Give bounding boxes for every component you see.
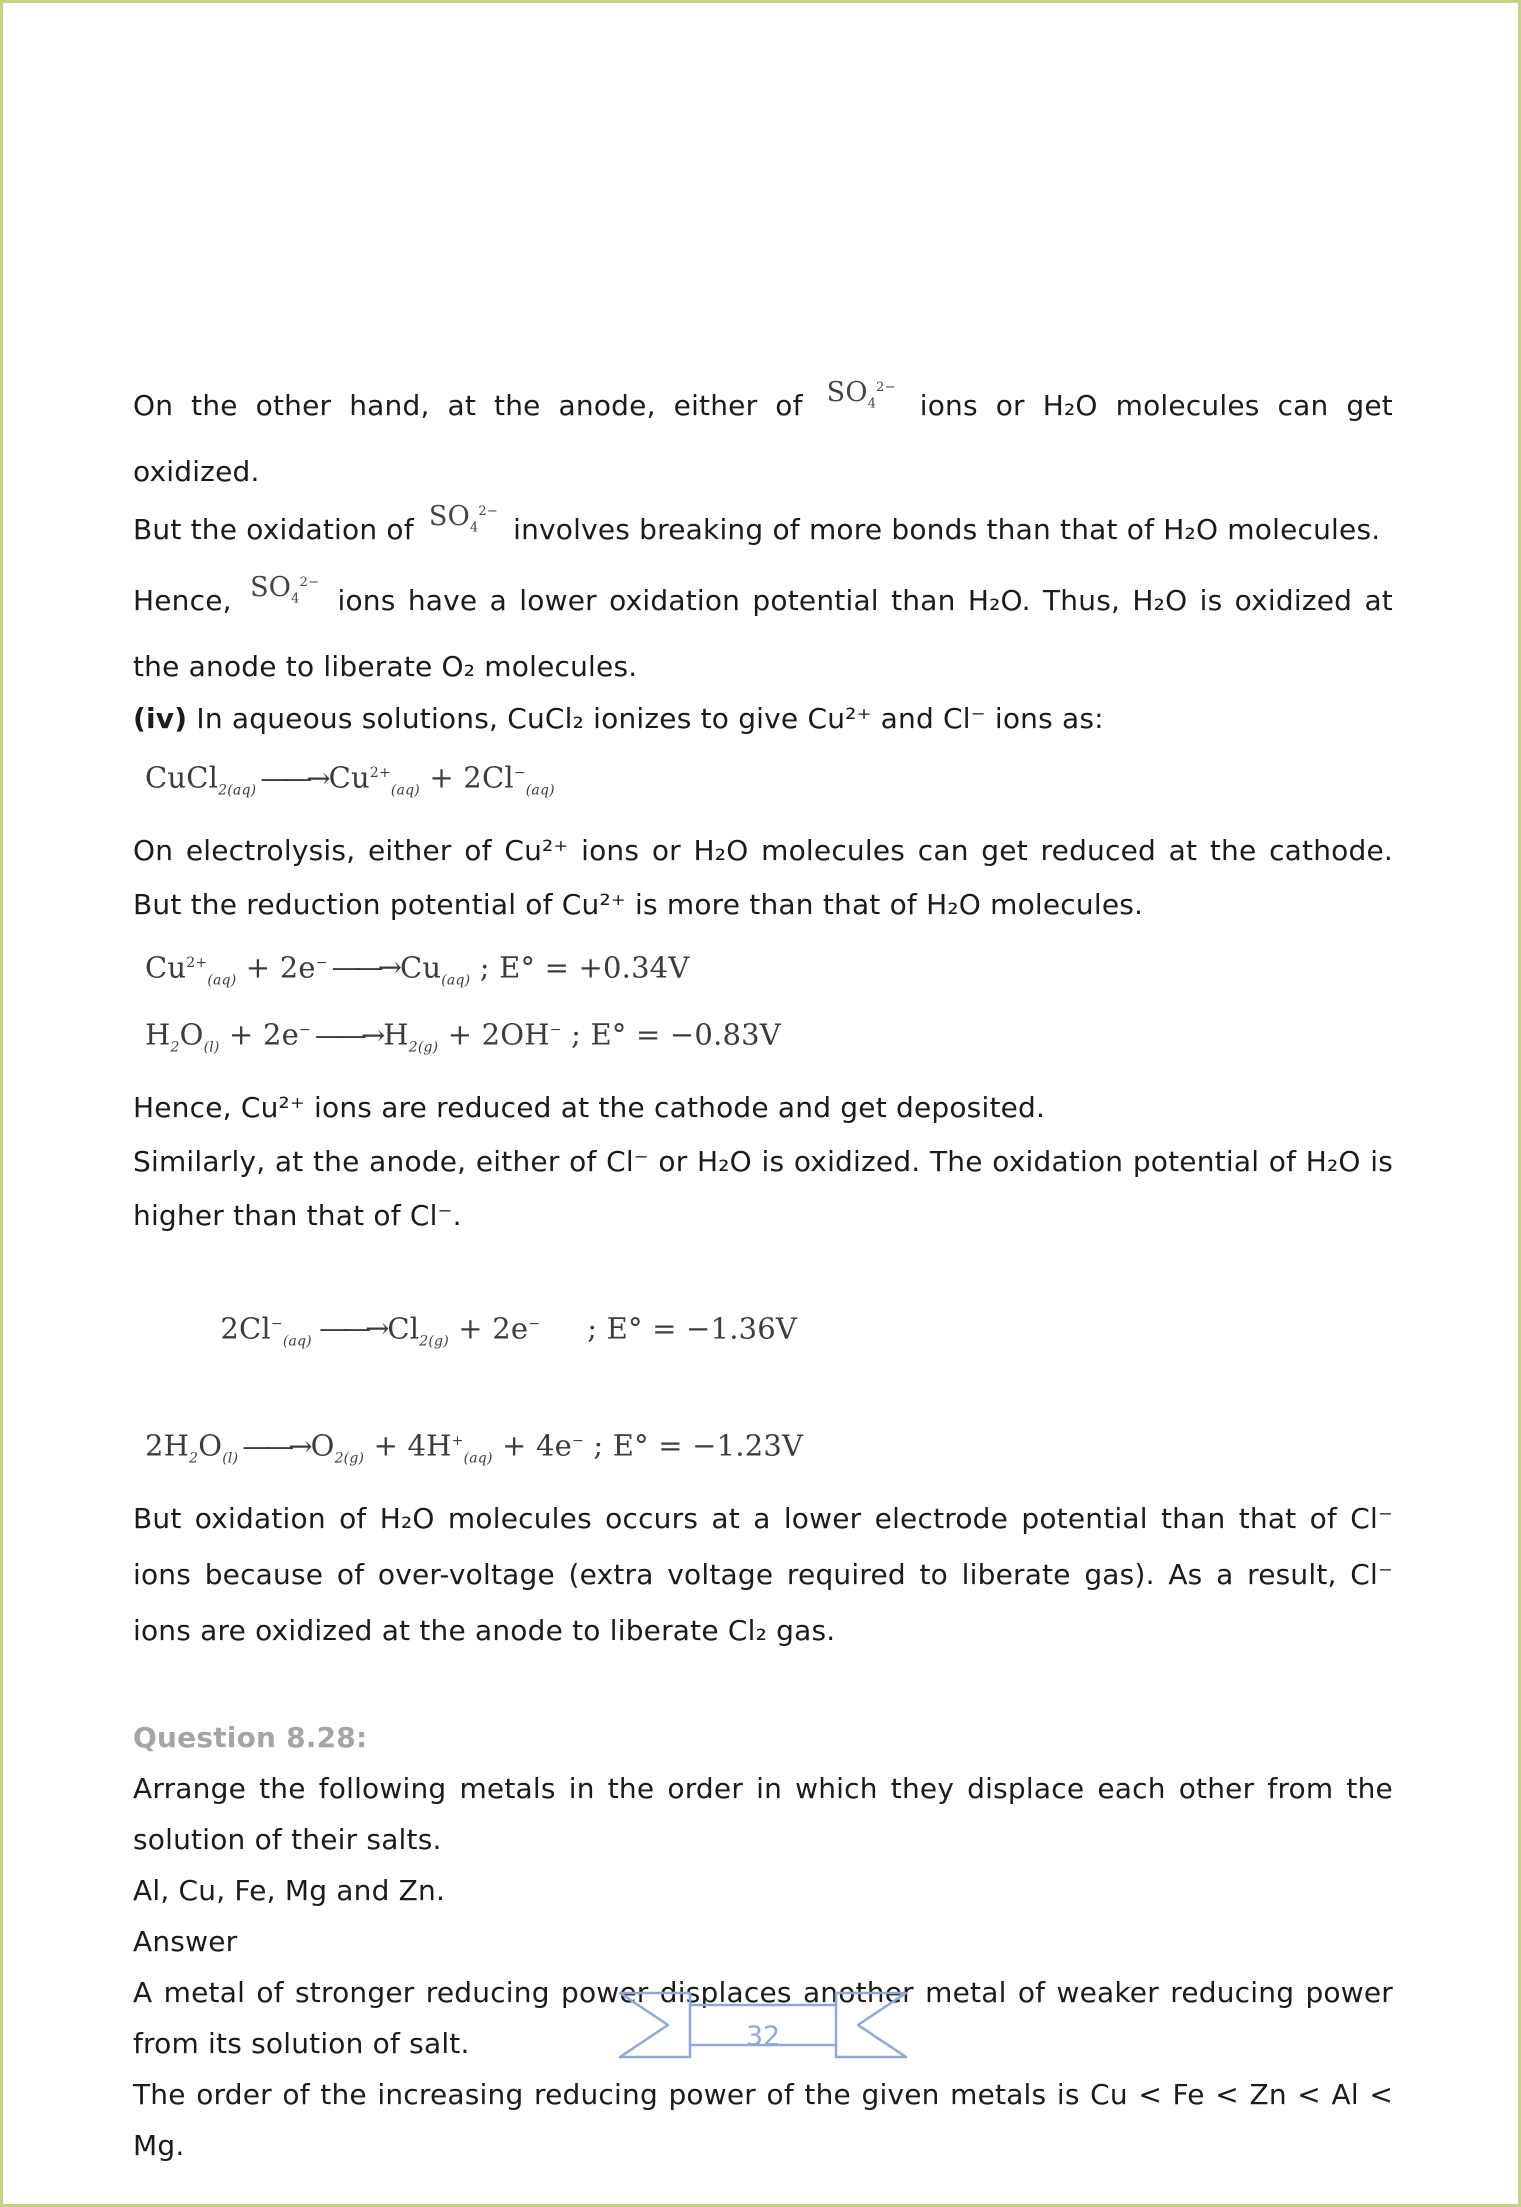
paragraph-cucl2-ionization: (iv) In aqueous solutions, CuCl₂ ionizes to give Cu²⁺ and Cl⁻ ions as: (133, 702, 1104, 736)
paragraph-anode-oxidation: Similarly, at the anode, either of Cl⁻ or H₂O is oxidized. The oxidation potential of H₂O is higher than that of Cl⁻. (133, 1144, 1393, 1232)
answer-order: The order of the increasing reducing power of the given metals is Cu < Fe < Zn < Al < Mg. (133, 2078, 1393, 2163)
equations-reduction (133, 938, 1393, 1073)
sulfate-ion-formula: $SO_4^{2-}$ (428, 501, 498, 536)
equation-cucl2-ionization: CuCl$_{2(aq)}$ ——→ $Cu^{2+}_{(aq)} + 2Cl^-_{(aq)}$ (145, 760, 555, 799)
answer-label: Answer (133, 1925, 238, 1959)
question-title: Question 8.28: (133, 1721, 368, 1755)
equation-copper-reduction: $Cu^{2+}_{(aq)}$ + 2e−——→ $Cu_{(aq)}$ ; E° = +0.34V (145, 950, 690, 989)
question-metals: Al, Cu, Fe, Mg and Zn. (133, 1874, 446, 1908)
part-label: (iv) (133, 702, 188, 736)
paragraph-electrolysis-reduction: On electrolysis, either of Cu²⁺ ions or H₂O molecules can get reduced at the cathode. But the reduction potential of Cu²⁺ is more than that of H₂O molecules. (133, 833, 1393, 921)
equation-water-reduction: $H_2O_{(l)}$ + 2e−——→ $H_{2(g)} + 2OH^-$ ; E° = −0.83V (145, 1017, 781, 1056)
paragraph-sulfate-bonds: But the oxidation of $SO_4^{2-}$ involves breaking of more bonds than that of H₂O molecules. (133, 499, 1393, 569)
answer-paragraph: A metal of stronger reducing power displaces another metal of weaker reducing power from its solution of salt. (133, 1976, 1393, 2061)
equations-oxidation (133, 1249, 1393, 1484)
sulfate-ion-formula: $SO_4^{2-}$ (826, 377, 896, 412)
paragraph-copper-deposited: Hence, Cu²⁺ ions are reduced at the cathode and get deposited. (133, 1090, 1046, 1124)
sulfate-ion-formula: $SO_4^{2-}$ (250, 571, 320, 607)
paragraph-overvoltage: But oxidation of H₂O molecules occurs at a lower electrode potential than that of Cl⁻ ions because of over-voltage (extra voltage required to liberate gas). As a result, Cl⁻ ions are oxidized at the anode to liberate Cl₂ gas. (133, 1502, 1393, 1648)
page-content (133, 375, 1393, 2171)
paragraph-anode-sulfate: On the other hand, at the anode, either of $SO_4^{2-}$ ions or H₂O molecules can get oxidized. (133, 375, 1393, 499)
page-number: 32 (745, 2021, 781, 2052)
paragraph-sulfate-potential: Hence, $SO_4^{2-}$ ions have a lower oxidation potential than H₂O. Thus, H₂O is oxidized at the anode to liberate O₂ molecules. (133, 570, 1393, 694)
equation-chloride-oxidation: $2Cl^-_{(aq)}$ ——→ $Cl_{2(g)} + 2e^-$ ; E° = −1.36V (220, 1311, 798, 1349)
equation-water-oxidation: $2H_2O_{(l)}——\to O_{2(g)} + 4H^+_{(aq)} + 4e^-$ ; E° = −1.23V (145, 1428, 804, 1467)
question-text: Arrange the following metals in the order in which they displace each other from the solution of their salts. (133, 1772, 1393, 1857)
